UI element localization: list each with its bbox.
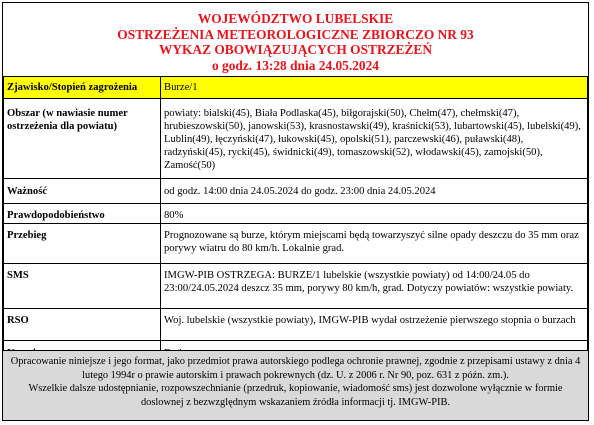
table-row-sms (4, 264, 588, 309)
table-row-course (4, 224, 588, 264)
area-label: Obszar (w nawiasie numer ostrzeżenia dla powiatu) (4, 99, 161, 179)
distribution-paragraph: Wszelkie dalsze udostępnianie, rozpowszechnianie (przedruk, kopiowanie, wiadomość sms) jest dozwolone wyłącznie w formie doslownej z bezwzględnym wskazaniem źródła informacji tj. IMGW-PIB. (28, 383, 563, 408)
validity-label: Ważność (4, 179, 161, 204)
phenomenon-label: Zjawisko/Stopień zagrożenia (4, 77, 161, 99)
course-value: Prognozowane są burze, którym miejscami będą towarzyszyć silne opady deszczu do 35 mm oraz porywy wiatru do 80 km/h. Lokalnie grad. (161, 224, 588, 264)
rso-value: Woj. lubelskie (wszystkie powiaty), IMGW-PIB wydał ostrzeżenie pierwszego stopnia o burzach (161, 309, 588, 341)
warnings-title: OSTRZEŻENIA METEOROLOGICZNE ZBIORCZO NR 93 (117, 26, 474, 42)
validity-value: od godz. 14:00 dnia 24.05.2024 do godz. 23:00 dnia 24.05.2024 (161, 179, 588, 204)
phenomenon-value: Burze/1 (161, 77, 588, 99)
warning-table (3, 76, 588, 361)
table-row-probability (4, 204, 588, 224)
course-label: Przebieg (4, 224, 161, 264)
sms-value: IMGW-PIB OSTRZEGA: BURZE/1 lubelskie (wszystkie powiaty) od 14:00/24.05 do 23:00/24.05.2024 deszcz 35 mm, porywy 80 km/h, grad. Dotyczy powiatów: wszystkie powiaty. (161, 264, 588, 309)
table-row-phenomenon (4, 77, 588, 99)
table-row-rso (4, 309, 588, 341)
copyright-paragraph: Opracowanie niniejsze i jego format, jako przedmiot prawa autorskiego podlega ochronie prawnej, zgodnie z przepisami ustawy z dnia 4 lutego 1994r o prawie autorskim i prawach pokrewnych (dz. U. z 2006 r. Nr 90, poz. 631 z późn. zm.). (10, 356, 581, 381)
probability-label: Prawdopodobieństwo (4, 204, 161, 224)
list-title: WYKAZ OBOWIĄZUJĄCYCH OSTRZEŻEŃ (158, 42, 433, 57)
document-header (3, 3, 588, 76)
voivodeship-title: WOJEWÓDZTWO LUBELSKIE (197, 11, 394, 26)
table-row-validity (4, 179, 588, 204)
warning-document (2, 2, 589, 421)
area-value: powiaty: bialski(45), Biała Podlaska(45), biłgorajski(50), Chełm(47), chełmski(47), hrubieszowski(50), janowski(53), krasnostawski(49), kraśnicki(53), lubartowski(45), lubelski(49), Lublin(49), łęczyński(47), łukowski(45), opolski(51), parczewski(46), puławski(48), radzyński(45), rycki(45), świdnicki(49), tomaszowski(52), włodawski(45), zamojski(50), Zamość(50) (161, 99, 588, 179)
sms-label: SMS (4, 264, 161, 309)
issue-time: o godz. 13:28 dnia 24.05.2024 (211, 57, 380, 73)
rso-label: RSO (4, 309, 161, 341)
copyright-footer (3, 350, 588, 420)
table-row-area (4, 99, 588, 179)
probability-value: 80% (161, 204, 588, 224)
